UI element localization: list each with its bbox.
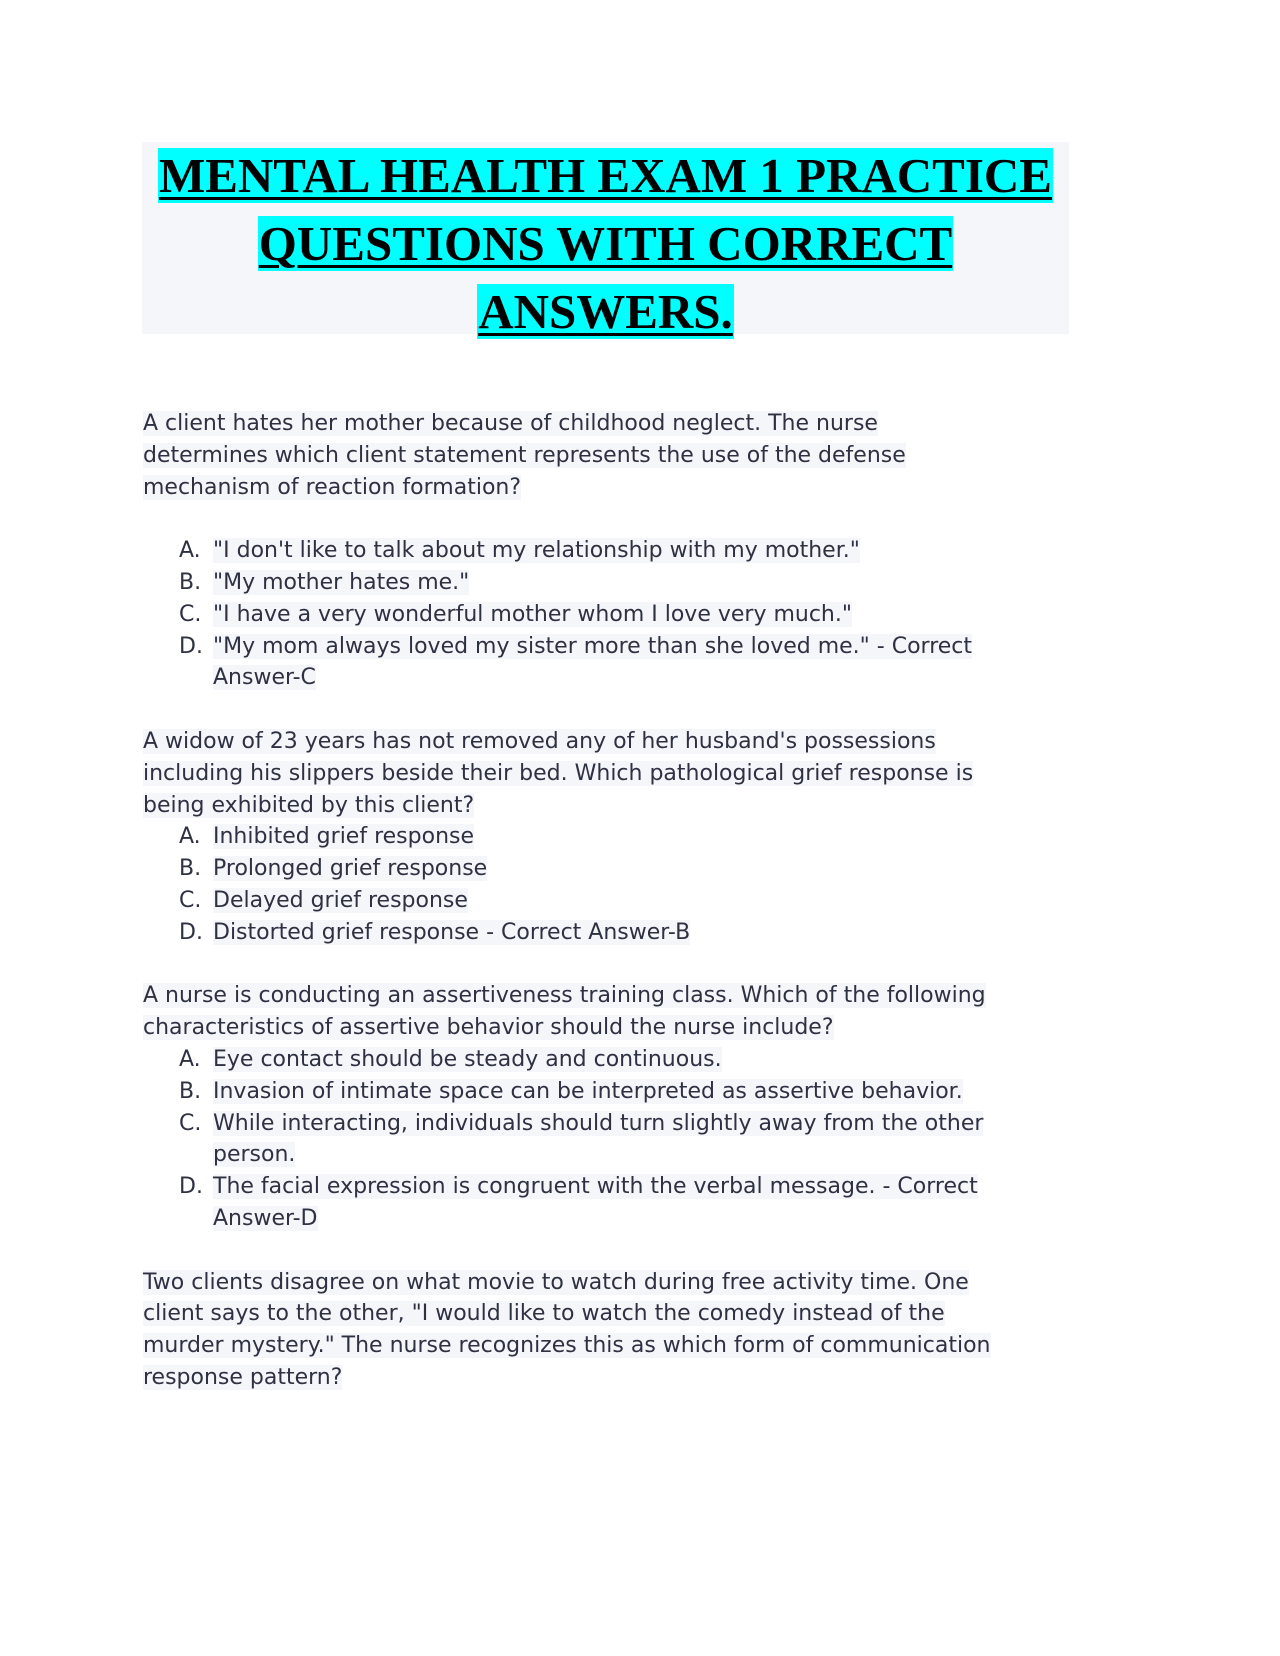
question-text: determines which client statement represents the use of the defense (143, 442, 906, 468)
option-text: Inhibited grief response (213, 824, 475, 850)
question-stem-line (143, 1298, 1143, 1330)
answer-option (143, 662, 1143, 694)
option-text: person. (213, 1142, 296, 1168)
option-text: The facial expression is congruent with the verbal message. - Correct (213, 1174, 978, 1200)
answer-option (143, 1044, 1143, 1076)
answer-option (143, 567, 1143, 599)
answer-option (143, 885, 1143, 917)
question-text: characteristics of assertive behavior should the nurse include? (143, 1015, 834, 1041)
question-text: client says to the other, "I would like to watch the comedy instead of the (143, 1301, 945, 1327)
option-letter: A. (179, 538, 201, 564)
option-letter: B. (179, 856, 202, 882)
answer-option (143, 1108, 1143, 1140)
option-letter: D. (179, 919, 203, 945)
option-text: Prolonged grief response (213, 856, 488, 882)
title-line-3: ANSWERS. (478, 284, 733, 339)
option-text: Answer-C (213, 665, 316, 691)
answer-option (143, 1139, 1143, 1171)
option-letter: A. (179, 1046, 201, 1072)
title-line-1: MENTAL HEALTH EXAM 1 PRACTICE (158, 148, 1052, 203)
question-stem-line (143, 1362, 1143, 1394)
option-letter: C. (179, 887, 202, 913)
answer-option (143, 535, 1143, 567)
option-text: Distorted grief response - Correct Answer-B (213, 919, 691, 945)
option-letter: C. (179, 601, 202, 627)
question-text: A widow of 23 years has not removed any of her husband's possessions (143, 728, 936, 754)
option-letter: C. (179, 1110, 202, 1136)
option-text: "I have a very wonderful mother whom I love very much." (213, 601, 852, 627)
blank-line (143, 503, 1143, 535)
question-text: A client hates her mother because of childhood neglect. The nurse (143, 411, 878, 436)
option-letter: B. (179, 569, 202, 595)
answer-option (143, 853, 1143, 885)
question-text: being exhibited by this client? (143, 792, 475, 818)
blank-line (143, 1235, 1143, 1267)
document-title (142, 142, 1069, 339)
question-stem-line (143, 1267, 1143, 1299)
question-text: response pattern? (143, 1364, 343, 1390)
answer-option (143, 821, 1143, 853)
question-block (143, 726, 1143, 821)
question-stem-line (143, 980, 1143, 1012)
question-text: murder mystery." The nurse recognizes this as which form of communication (143, 1333, 991, 1359)
blank-line (143, 949, 1143, 981)
option-text: Delayed grief response (213, 887, 468, 913)
question-stem-line (143, 726, 1143, 758)
question-text: mechanism of reaction formation? (143, 474, 522, 500)
question-stem-line (143, 1012, 1143, 1044)
answer-option (143, 599, 1143, 631)
question-block (143, 1267, 1143, 1394)
question-block (143, 980, 1143, 1044)
option-text: "My mom always loved my sister more than she loved me." - Correct (213, 633, 973, 659)
option-text: "I don't like to talk about my relationship with my mother." (213, 538, 860, 564)
question-text: A nurse is conducting an assertiveness training class. Which of the following (143, 983, 986, 1009)
answer-option (143, 1076, 1143, 1108)
option-text: Eye contact should be steady and continuous. (213, 1046, 722, 1072)
question-stem-line (143, 472, 1143, 504)
question-stem-line (143, 440, 1143, 472)
answer-option (143, 1203, 1143, 1235)
blank-line (143, 694, 1143, 726)
option-text: "My mother hates me." (213, 569, 470, 595)
answer-option (143, 631, 1143, 663)
title-line-2: QUESTIONS WITH CORRECT (258, 216, 953, 271)
questions-list (143, 408, 1143, 1394)
answer-option (143, 1171, 1143, 1203)
option-letter: B. (179, 1078, 202, 1104)
answer-option (143, 917, 1143, 949)
question-text: including his slippers beside their bed. Which pathological grief response is (143, 760, 974, 786)
option-letter: D. (179, 633, 203, 659)
option-text: Answer-D (213, 1205, 318, 1231)
option-letter: D. (179, 1174, 203, 1200)
question-stem-line (143, 1330, 1143, 1362)
question-text: Two clients disagree on what movie to watch during free activity time. One (143, 1269, 969, 1295)
question-stem-line (143, 790, 1143, 822)
question-block (143, 408, 1143, 503)
option-letter: A. (179, 824, 201, 850)
question-stem-line (143, 408, 1143, 440)
option-text: Invasion of intimate space can be interpreted as assertive behavior. (213, 1078, 963, 1104)
question-stem-line (143, 758, 1143, 790)
option-text: While interacting, individuals should turn slightly away from the other (213, 1110, 984, 1136)
